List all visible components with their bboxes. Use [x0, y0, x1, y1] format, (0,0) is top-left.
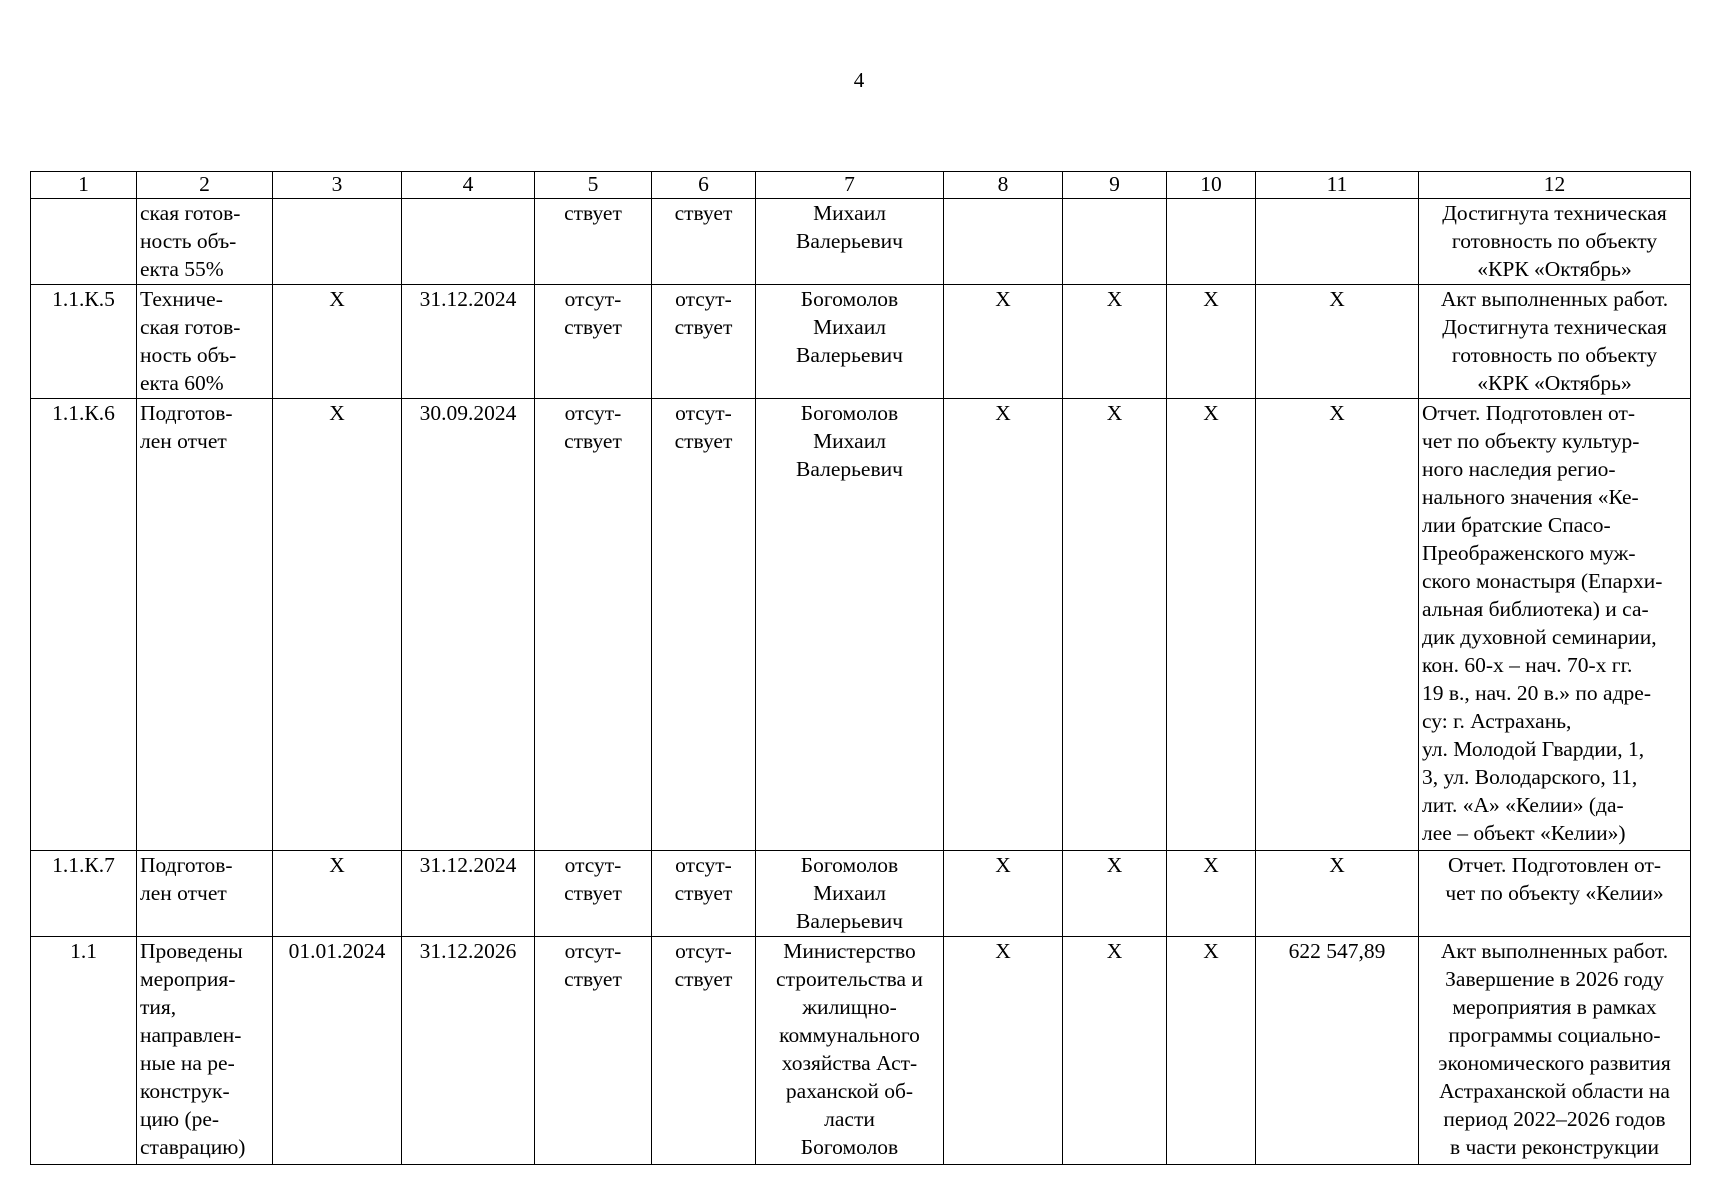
responsible-cell: Министерство строительства и жилищно- коммунального хозяйства Аст- раханской об- ласти Богомолов — [756, 937, 944, 1165]
col5-cell: отсут- ствует — [535, 399, 652, 851]
col9-cell: X — [1063, 399, 1167, 851]
start-date-cell: X — [273, 851, 402, 937]
column-header-7: 7 — [756, 172, 944, 199]
col10-cell: X — [1167, 851, 1256, 937]
end-date-cell: 31.12.2024 — [402, 285, 535, 399]
col6-cell: отсут- ствует — [652, 937, 756, 1165]
column-header-6: 6 — [652, 172, 756, 199]
header-row — [31, 172, 1691, 199]
table-row — [31, 937, 1691, 1165]
col8-cell: X — [944, 937, 1063, 1165]
responsible-cell: Богомолов Михаил Валерьевич — [756, 851, 944, 937]
col5-cell: отсут- ствует — [535, 937, 652, 1165]
col6-cell: отсут- ствует — [652, 851, 756, 937]
column-header-5: 5 — [535, 172, 652, 199]
row-id-cell: 1.1.К.6 — [31, 399, 137, 851]
end-date-cell: 31.12.2024 — [402, 851, 535, 937]
row-id-cell — [31, 199, 137, 285]
column-header-12: 12 — [1419, 172, 1691, 199]
col5-cell: отсут- ствует — [535, 285, 652, 399]
amount-cell: X — [1256, 399, 1419, 851]
col5-cell: отсут- ствует — [535, 851, 652, 937]
col8-cell: X — [944, 399, 1063, 851]
amount-cell: X — [1256, 285, 1419, 399]
col10-cell: X — [1167, 285, 1256, 399]
start-date-cell: 01.01.2024 — [273, 937, 402, 1165]
start-date-cell: X — [273, 285, 402, 399]
result-cell: ская готов- ность объ- екта 55% — [137, 199, 273, 285]
end-date-cell: 31.12.2026 — [402, 937, 535, 1165]
column-header-3: 3 — [273, 172, 402, 199]
amount-cell — [1256, 199, 1419, 285]
column-header-8: 8 — [944, 172, 1063, 199]
end-date-cell — [402, 199, 535, 285]
start-date-cell: X — [273, 399, 402, 851]
col8-cell: X — [944, 285, 1063, 399]
responsible-cell: Богомолов Михаил Валерьевич — [756, 399, 944, 851]
column-header-2: 2 — [137, 172, 273, 199]
document-cell: Отчет. Подготовлен от- чет по объекту «Келии» — [1419, 851, 1691, 937]
responsible-cell: Богомолов Михаил Валерьевич — [756, 285, 944, 399]
column-header-4: 4 — [402, 172, 535, 199]
table-row — [31, 285, 1691, 399]
table-row — [31, 199, 1691, 285]
column-header-1: 1 — [31, 172, 137, 199]
table-row — [31, 851, 1691, 937]
col5-cell: ствует — [535, 199, 652, 285]
column-header-11: 11 — [1256, 172, 1419, 199]
result-cell: Подготов- лен отчет — [137, 851, 273, 937]
row-id-cell: 1.1 — [31, 937, 137, 1165]
end-date-cell: 30.09.2024 — [402, 399, 535, 851]
col6-cell: отсут- ствует — [652, 285, 756, 399]
col10-cell — [1167, 199, 1256, 285]
col10-cell: X — [1167, 399, 1256, 851]
table-row — [31, 399, 1691, 851]
col9-cell: X — [1063, 937, 1167, 1165]
column-header-9: 9 — [1063, 172, 1167, 199]
row-id-cell: 1.1.К.7 — [31, 851, 137, 937]
col9-cell: X — [1063, 851, 1167, 937]
amount-cell: 622 547,89 — [1256, 937, 1419, 1165]
col8-cell: X — [944, 851, 1063, 937]
document-cell: Акт выполненных работ. Достигнута техническая готовность по объекту «КРК «Октябрь» — [1419, 285, 1691, 399]
document-cell: Отчет. Подготовлен от- чет по объекту культур- ного наследия регио- нального значения «Ке- лии братские Спасо- Преображенского муж- ского монастыря (Епархи- альная библиотека) и са- дик духовной семинарии, кон. 60-х – нач. 70-х гг. 19 в., нач. 20 в.» по адре- су: г. Астрахань, ул. Молодой Гвардии, 1, 3, ул. Володарского, 11, лит. «А» «Келии» (да- лее – объект «Келии») — [1419, 399, 1691, 851]
col8-cell — [944, 199, 1063, 285]
page-number: 4 — [853, 68, 865, 92]
document-cell: Достигнута техническая готовность по объекту «КРК «Октябрь» — [1419, 199, 1691, 285]
document-table-container — [30, 171, 1691, 1165]
column-header-10: 10 — [1167, 172, 1256, 199]
col9-cell — [1063, 199, 1167, 285]
responsible-cell: Михаил Валерьевич — [756, 199, 944, 285]
document-table — [30, 171, 1691, 1165]
result-cell: Проведены мероприя- тия, направлен- ные на ре- конструк- цию (ре- ставрацию) — [137, 937, 273, 1165]
result-cell: Подготов- лен отчет — [137, 399, 273, 851]
start-date-cell — [273, 199, 402, 285]
document-cell: Акт выполненных работ. Завершение в 2026 году мероприятия в рамках программы социально- экономического развития Астраханской области на период 2022–2026 годов в части реконструкции — [1419, 937, 1691, 1165]
amount-cell: X — [1256, 851, 1419, 937]
result-cell: Техниче- ская готов- ность объ- екта 60% — [137, 285, 273, 399]
col6-cell: отсут- ствует — [652, 399, 756, 851]
col9-cell: X — [1063, 285, 1167, 399]
col10-cell: X — [1167, 937, 1256, 1165]
col6-cell: ствует — [652, 199, 756, 285]
row-id-cell: 1.1.К.5 — [31, 285, 137, 399]
